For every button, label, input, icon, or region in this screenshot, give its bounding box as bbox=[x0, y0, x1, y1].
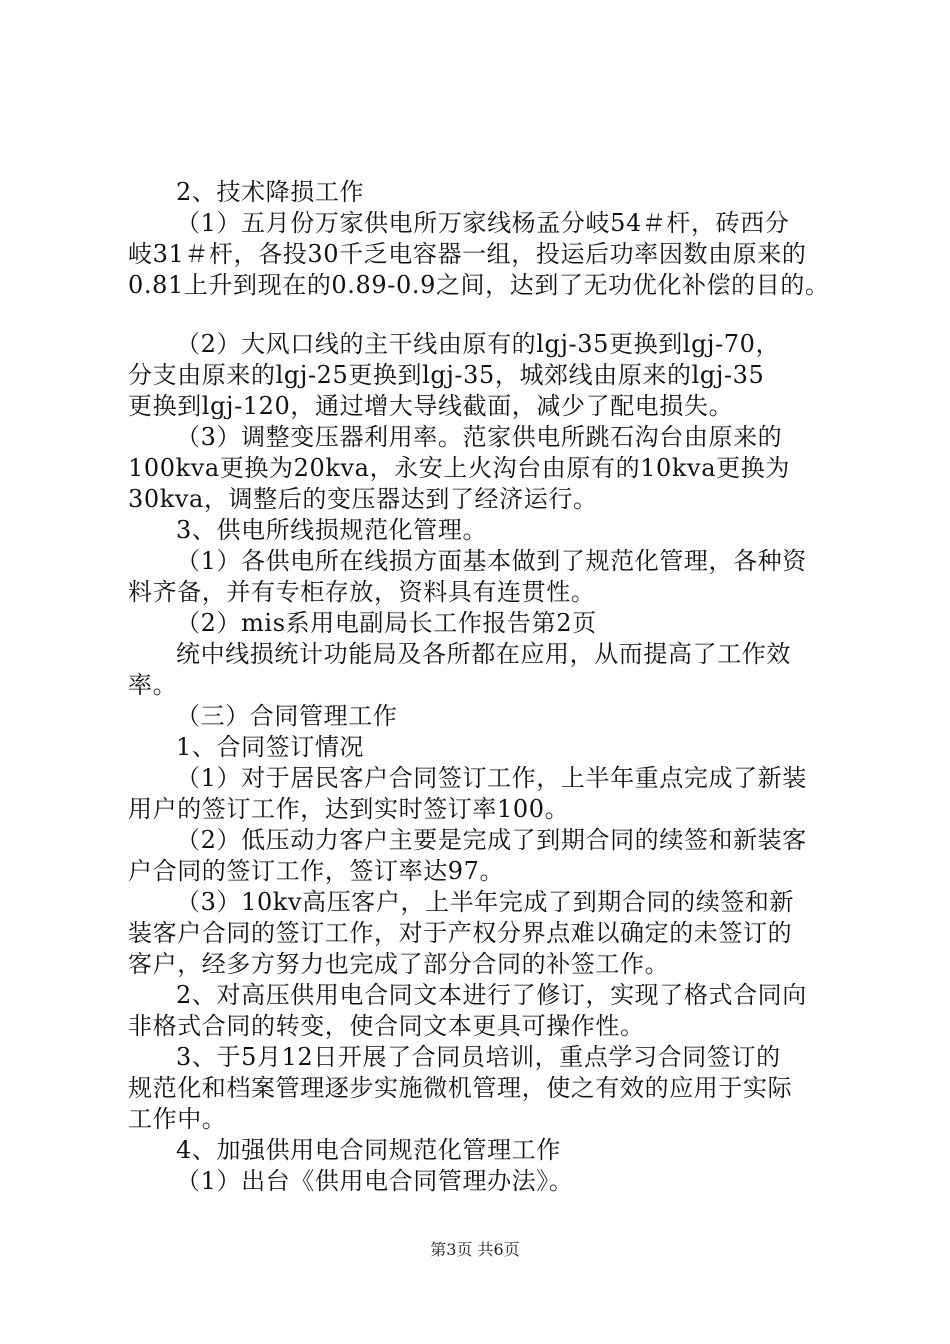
text-line: （2）大风口线的主干线由原有的lgj-35更换到lgj-70， bbox=[176, 330, 781, 358]
text-line: 统中线损统计功能局及各所都在应用，从而提高了工作效 bbox=[176, 640, 791, 668]
page-footer: 第3页 共6页 bbox=[430, 1240, 520, 1259]
text-line: （2）mis系用电副局长工作报告第2页 bbox=[176, 609, 597, 637]
text-line: 工作中。 bbox=[128, 1105, 227, 1133]
text-line: 2、技术降损工作 bbox=[176, 178, 365, 206]
text-line: （3）10kv高压客户，上半年完成了到期合同的续签和新 bbox=[176, 888, 795, 916]
text-line: 料齐备，并有专柜存放，资料具有连贯性。 bbox=[128, 578, 596, 606]
text-line: 更换到lgj-120，通过增大导线截面，减少了配电损失。 bbox=[128, 392, 734, 420]
text-line: 规范化和档案管理逐步实施微机管理，使之有效的应用于实际 bbox=[128, 1074, 793, 1102]
text-line: 30kva，调整后的变压器达到了经济运行。 bbox=[128, 485, 598, 513]
text-line: 非格式合同的转变，使合同文本更具可操作性。 bbox=[128, 1012, 645, 1040]
text-line: 100kva更换为20kva，永安上火沟台由原有的10kva更换为 bbox=[128, 454, 790, 482]
text-line: （1）对于居民客户合同签订工作，上半年重点完成了新装 bbox=[176, 764, 807, 792]
text-line: 3、于5月12日开展了合同员培训，重点学习合同签订的 bbox=[176, 1043, 781, 1071]
text-line: （1）五月份万家供电所万家线杨孟分岐54＃杆，砖西分 bbox=[176, 209, 790, 237]
text-line: （2）低压动力客户主要是完成了到期合同的续签和新装客 bbox=[176, 826, 807, 854]
text-line: 客户，经多方努力也完成了部分合同的补签工作。 bbox=[128, 950, 670, 978]
text-line: 1、合同签订情况 bbox=[176, 733, 365, 761]
text-line: 户合同的签订工作，签订率达97。 bbox=[128, 857, 505, 885]
text-line: 岐31＃杆，各投30千乏电容器一组，投运后功率因数由原来的 bbox=[128, 240, 807, 268]
text-line: 4、加强供用电合同规范化管理工作 bbox=[176, 1136, 561, 1164]
text-line: 率。 bbox=[128, 671, 178, 699]
text-line: 2、对高压供用电合同文本进行了修订，实现了格式合同向 bbox=[176, 981, 807, 1009]
text-line: 分支由原来的lgj-25更换到lgj-35，城郊线由原来的lgj-35 bbox=[128, 361, 765, 389]
text-line: （1）各供电所在线损方面基本做到了规范化管理，各种资 bbox=[176, 547, 807, 575]
section-heading: （三）合同管理工作 bbox=[176, 702, 398, 730]
text-line: （3）调整变压器利用率。范家供电所跳石沟台由原来的 bbox=[176, 423, 783, 451]
text-line: 用户的签订工作，达到实时签订率100。 bbox=[128, 795, 570, 823]
text-line: 0.81上升到现在的0.89-0.9之间，达到了无功优化补偿的目的。 bbox=[128, 271, 830, 299]
text-line: （1）出台《供用电合同管理办法》。 bbox=[176, 1167, 574, 1195]
text-line: 装客户合同的签订工作，对于产权分界点难以确定的未签订的 bbox=[128, 919, 793, 947]
text-line: 3、供电所线损规范化管理。 bbox=[176, 516, 488, 544]
